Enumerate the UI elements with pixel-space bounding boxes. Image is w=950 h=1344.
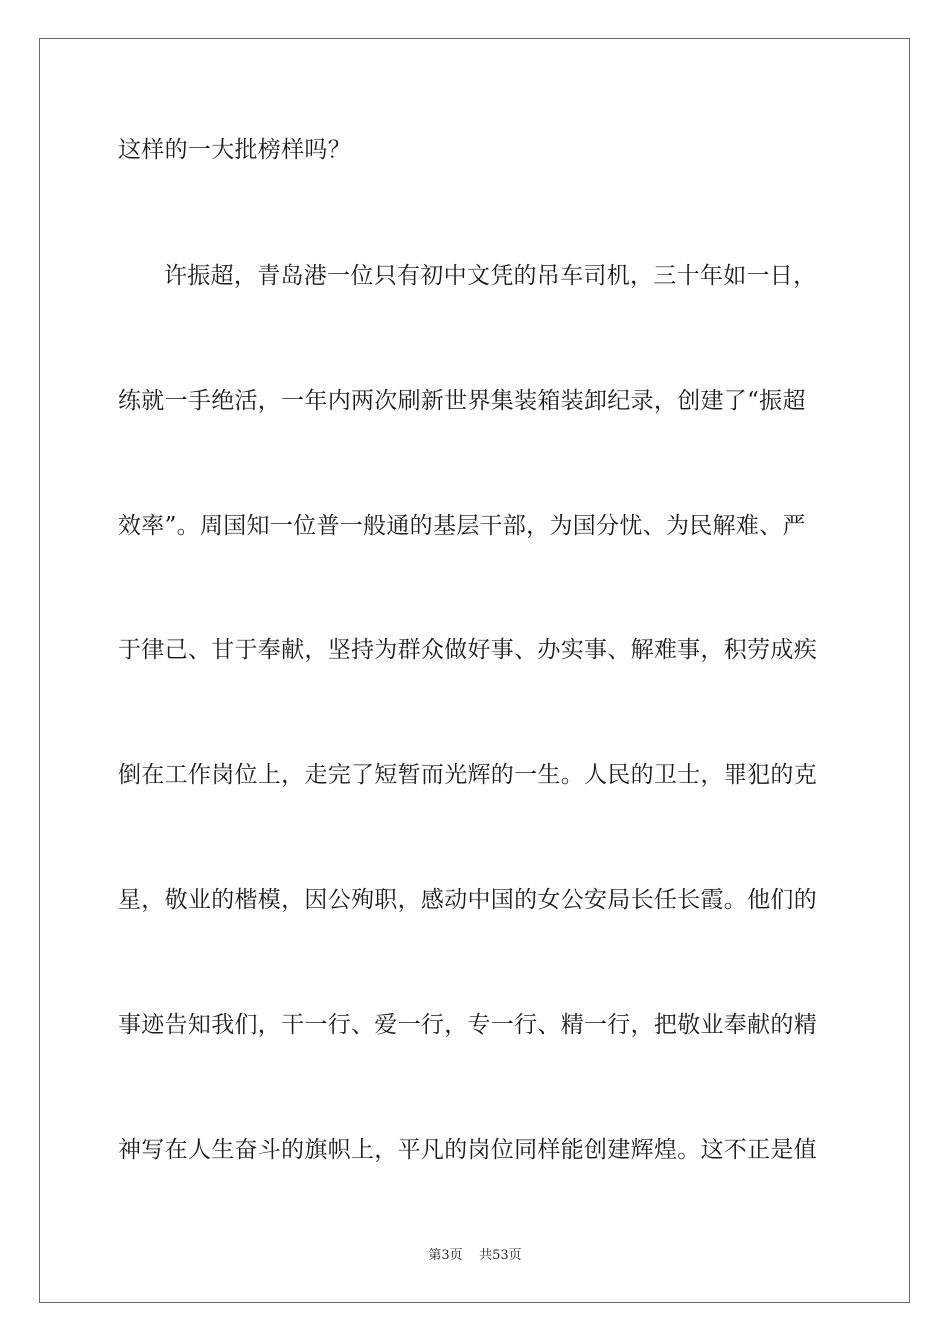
page-number-label: 第3页 共53页 [428, 1248, 522, 1263]
text-line-9: 神写在人生奋斗的旗帜上，平凡的岗位同样能创建辉煌。这不正是值 [118, 1137, 817, 1163]
text-line-8: 事迹告知我们，干一行、爱一行，专一行、精一行，把敬业奉献的精 [118, 1012, 817, 1038]
page-footer [0, 1248, 950, 1264]
text-line-1: 这样的一大批榜样吗？ [118, 137, 351, 163]
text-line-4: 效率”。周国知一位普一般通的基层干部，为国分忧、为民解难、严 [118, 513, 806, 539]
text-line-5: 于律己、甘于奉献，坚持为群众做好事、办实事、解难事，积劳成疾 [118, 637, 817, 663]
text-line-2: 许振超，青岛港一位只有初中文凭的吊车司机，三十年如一日， [164, 263, 817, 289]
text-line-7: 星，敬业的楷模，因公殉职，感动中国的女公安局长任长霞。他们的 [118, 887, 817, 913]
text-line-3: 练就一手绝活，一年内两次刷新世界集装箱装卸纪录，创建了“振超 [118, 388, 806, 414]
text-line-6: 倒在工作岗位上，走完了短暂而光辉的一生。人民的卫士，罪犯的克 [118, 762, 817, 788]
page-border [39, 38, 910, 1303]
